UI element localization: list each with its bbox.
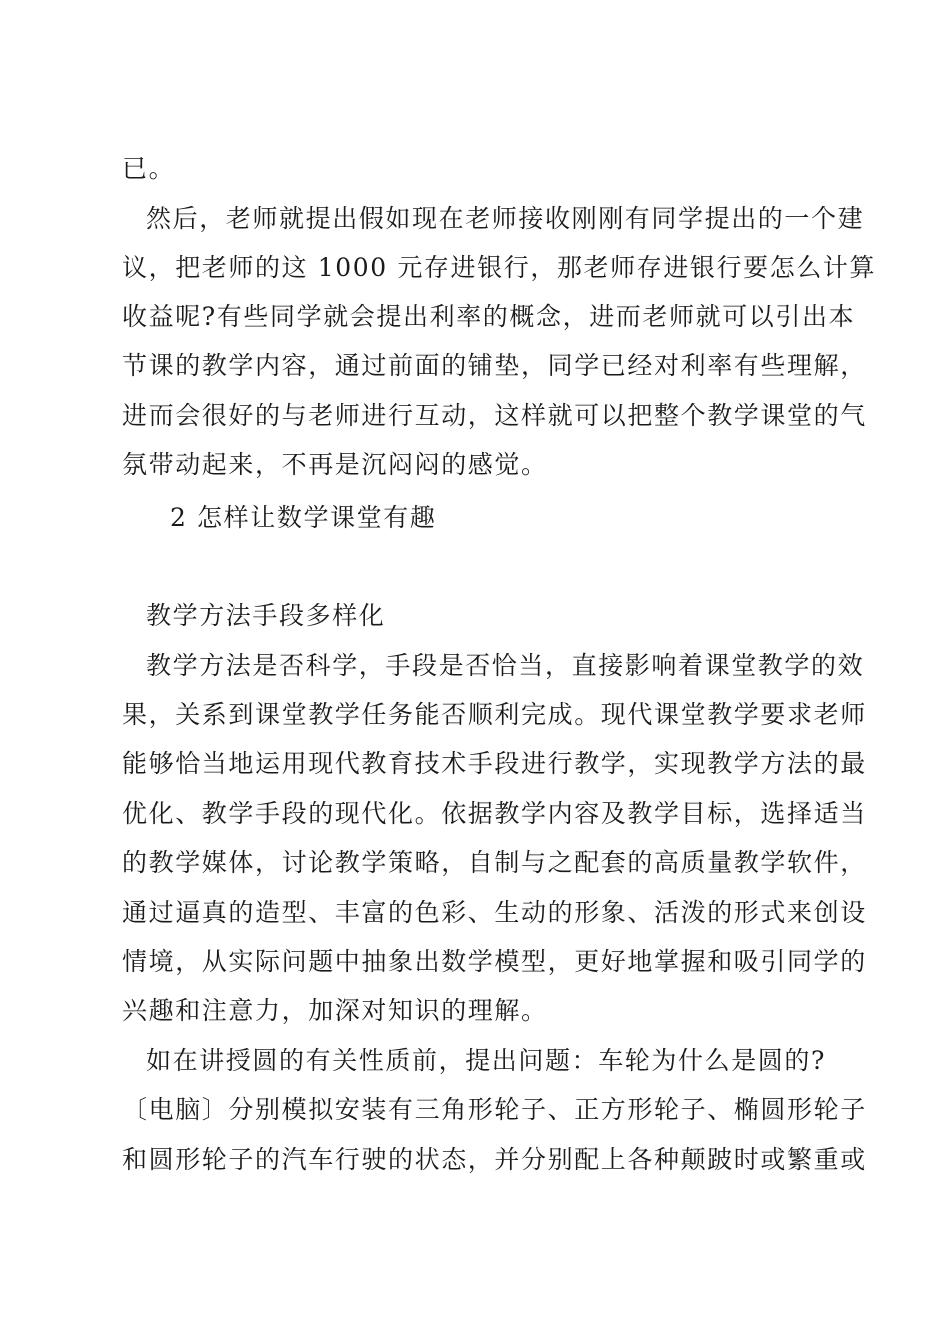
paragraph-line: 然后，老师就提出假如现在老师接收刚刚有同学提出的一个建 bbox=[146, 204, 865, 233]
paragraph-line: 情境，从实际问题中抽象出数学模型，更好地掌握和吸引同学的 bbox=[122, 947, 867, 976]
paragraph-line: 教学方法是否科学，手段是否恰当，直接影响着课堂教学的效 bbox=[146, 651, 865, 680]
paragraph-line: 能够恰当地运用现代教育技术手段进行教学，实现教学方法的最 bbox=[122, 749, 867, 778]
paragraph-line: 进而会很好的与老师进行互动，这样就可以把整个教学课堂的气 bbox=[122, 401, 867, 430]
paragraph-line: 的教学媒体，讨论教学策略，自制与之配套的高质量教学软件， bbox=[122, 848, 867, 877]
paragraph-line: 收益呢?有些同学就会提出利率的概念，进而老师就可以引出本 bbox=[122, 302, 856, 331]
paragraph-line: 氛带动起来，不再是沉闷闷的感觉。 bbox=[122, 450, 548, 479]
paragraph-line: 节课的教学内容，通过前面的铺垫，同学已经对利率有些理解， bbox=[122, 351, 867, 380]
paragraph-line: 如在讲授圆的有关性质前，提出问题：车轮为什么是圆的? bbox=[146, 1046, 827, 1075]
paragraph-line: 通过逼真的造型、丰富的色彩、生动的形象、活泼的形式来创设 bbox=[122, 898, 867, 927]
section-heading: 2 怎样让数学课堂有趣 bbox=[170, 503, 437, 532]
paragraph-line: 兴趣和注意力，加深对知识的理解。 bbox=[122, 996, 548, 1025]
subsection-heading: 教学方法手段多样化 bbox=[146, 601, 386, 630]
paragraph-line: 和圆形轮子的汽车行驶的状态，并分别配上各种颠跛时或繁重或 bbox=[122, 1145, 867, 1174]
paragraph-line: 已。 bbox=[122, 154, 176, 183]
paragraph-line: 〔电脑〕分别模拟安装有三角形轮子、正方形轮子、椭圆形轮子 bbox=[122, 1095, 867, 1124]
paragraph-line: 果，关系到课堂教学任务能否顺利完成。现代课堂教学要求老师 bbox=[122, 700, 867, 729]
paragraph-line: 优化、教学手段的现代化。依据教学内容及教学目标，选择适当 bbox=[122, 799, 867, 828]
paragraph-line: 议，把老师的这 1000 元存进银行，那老师存进银行要怎么计算 bbox=[122, 253, 877, 282]
